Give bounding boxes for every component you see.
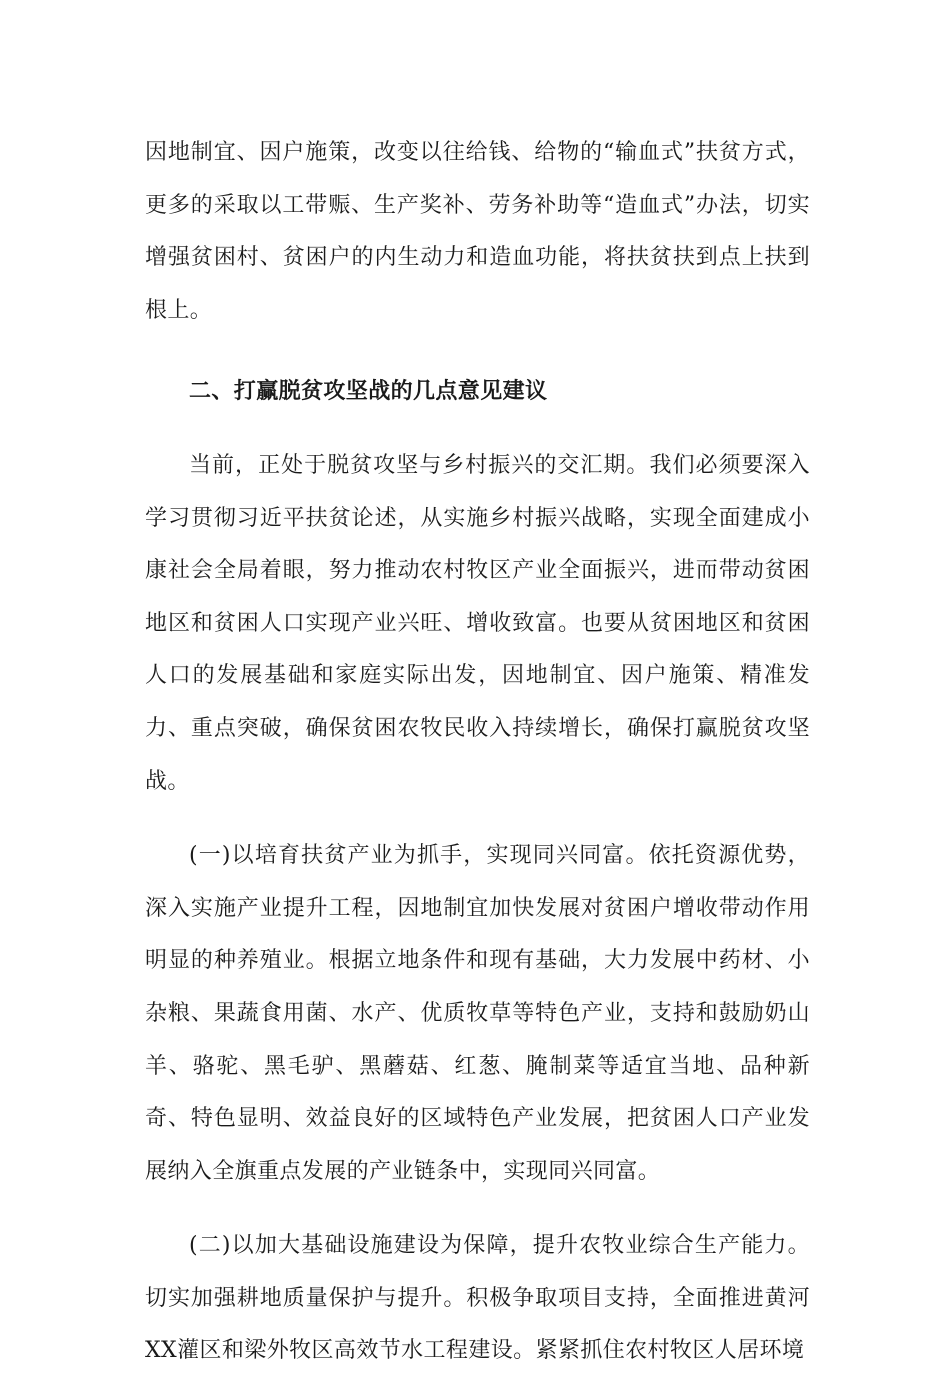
paragraph-continuation: 因地制宜、因户施策，改变以往给钱、给物的“输血式”扶贫方式，更多的采取以工带赈、生产奖补、劳务补助等“造血式”办法，切实增强贫困村、贫困户的内生动力和造血功能，将扶贫扶到点上扶到根上。	[145, 140, 810, 323]
paragraph-item-2: (二)以加大基础设施建设为保障，提升农牧业综合生产能力。切实加强耕地质量保护与提升。积极争取项目支持，全面推进黄河XX灌区和梁外牧区高效节水工程建设。紧紧抓住农村牧区人居环境	[145, 1233, 810, 1364]
section-heading: 二、打赢脱贫攻坚战的几点意见建议	[189, 378, 548, 405]
paragraph-item-1: (一)以培育扶贫产业为抓手，实现同兴同富。依托资源优势，深入实施产业提升工程，因地制宜加快发展对贫困户增收带动作用明显的种养殖业。根据立地条件和现有基础，大力发展中药材、小杂粮、果蔬食用菌、水产、优质牧草等特色产业，支持和鼓励奶山羊、骆驼、黑毛驴、黑蘑菇、红葱、腌制菜等适宜当地、品种新奇、特色显明、效益良好的区域特色产业发展，把贫困人口产业发展纳入全旗重点发展的产业链条中，实现同兴同富。	[145, 843, 810, 1184]
document-body	[145, 127, 810, 1378]
paragraph-intro: 当前，正处于脱贫攻坚与乡村振兴的交汇期。我们必须要深入学习贯彻习近平扶贫论述，从实施乡村振兴战略，实现全面建成小康社会全局着眼，努力推动农村牧区产业全面振兴，进而带动贫困地区和贫困人口实现产业兴旺、增收致富。也要从贫困地区和贫困人口的发展基础和家庭实际出发，因地制宜、因户施策、精准发力、重点突破，确保贫困农牧民收入持续增长，确保打赢脱贫攻坚战。	[145, 452, 810, 794]
